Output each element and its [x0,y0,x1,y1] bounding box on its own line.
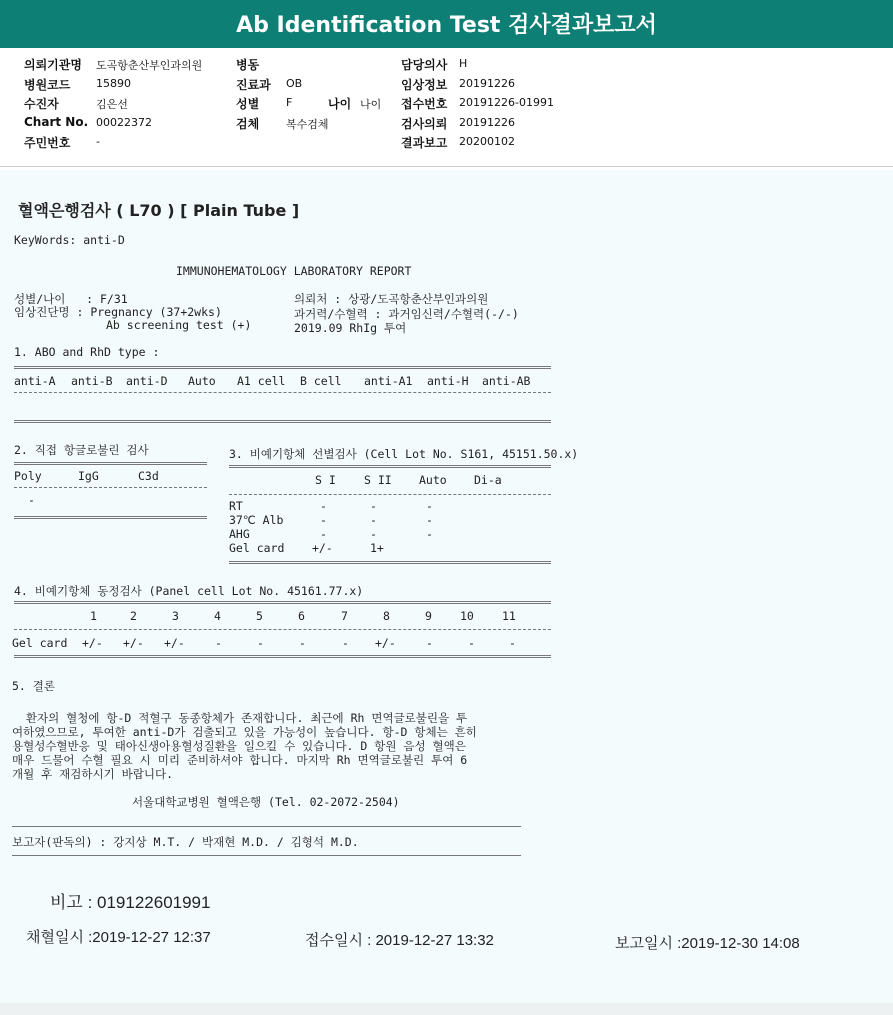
result-value: 20200102 [459,135,515,148]
abo-col-a1-cell: A1 cell [237,374,286,388]
conclusion-line: 매우 드물어 수혈 필요 시 미리 준비하셔야 합니다. 마지막 Rh 면역글로불린 투여 6 [12,753,468,767]
specimen-value: 복수검체 [286,118,329,131]
history-line-2: 2019.09 RhIg 투여 [294,321,407,335]
screen-col-auto: Auto [419,473,447,487]
age-label: 나이 [328,97,352,111]
collect-time: 채혈일시 :2019-12-27 12:37 [26,929,211,946]
panel-cell: +/- [123,636,144,650]
diagnosis-line-2: Ab screening test (+) [106,318,252,332]
panel-cell: - [426,636,433,650]
sex-age-line: 성별/나이 : F/31 [14,292,128,306]
screen-cell: - [426,527,433,541]
section-3-rule-top [229,465,551,468]
doctor-label: 담당의사 [401,58,448,72]
panel-col: 9 [425,609,432,623]
panel-col: 5 [256,609,263,623]
panel-cell: +/- [375,636,396,650]
reporter-line: 보고자(판독의) : 강지상 M.T. / 박재현 M.D. / 김형석 M.D. [12,835,359,849]
conclusion-line: 여하였으므로, 투여한 anti-D가 검출되고 있을 가능성이 높습니다. 항-D 항체는 흔히 [12,725,477,739]
patient-value: 김은선 [96,98,128,111]
diagnosis-line: 임상진단명 : Pregnancy (37+2wks) [14,305,222,319]
result-label: 결과보고 [401,136,448,150]
hospital-label: 의뢰기관명 [24,58,82,72]
panel-col: 7 [341,609,348,623]
clinical-value: 20191226 [459,77,515,90]
report-header [0,0,893,48]
receive-time: 접수일시 : 2019-12-27 13:32 [305,932,494,949]
section-4-rule-bottom [14,655,551,658]
screen-row-label: RT [229,499,243,513]
doctor-value: H [459,57,468,70]
rrn-label: 주민번호 [24,136,71,150]
bottom-strip [0,1003,893,1015]
report-header-title: Ab Identification Test 검사결과보고서 [236,13,657,38]
specimen-label: 검체 [236,117,260,131]
panel-cell: +/- [82,636,103,650]
dept-label: 진료과 [236,78,271,92]
panel-col: 1 [90,609,97,623]
code-label: 병원코드 [24,78,71,92]
code-value: 15890 [96,77,131,90]
chart-value: 00022372 [96,116,152,129]
panel-col: 11 [502,609,516,623]
screen-cell: - [320,513,327,527]
clinical-label: 임상정보 [401,78,448,92]
panel-cell: - [342,636,349,650]
section-4-rule-mid [14,629,551,630]
sex-label: 성별 [236,97,260,111]
section-5-title: 5. 결론 [12,679,55,693]
panel-col: 6 [298,609,305,623]
panel-cell: - [257,636,264,650]
report-title: 혈액은행검사 ( L70 ) [ Plain Tube ] [18,201,300,220]
reporter-rule-top [12,826,521,827]
screen-cell: - [320,527,327,541]
receipt-value: 20191226-01991 [459,96,554,109]
dat-col-c3d: C3d [138,469,159,483]
panel-cell: +/- [164,636,185,650]
patient-label: 수진자 [24,97,59,111]
conclusion-line: 개월 후 재검하시기 바랍니다. [12,767,174,781]
screen-col-s1: S I [315,473,336,487]
panel-cell: - [215,636,222,650]
screen-cell: - [320,499,327,513]
section-3-rule-bottom [229,561,551,564]
section-1-rule-mid [14,392,551,393]
screen-cell: - [370,513,377,527]
abo-col-anti-ab: anti-AB [482,374,531,388]
section-4-title: 4. 비예기항체 동정검사 (Panel cell Lot No. 45161.77.x) [14,584,364,598]
keywords: KeyWords: anti-D [14,233,125,247]
abo-col-anti-d: anti-D [126,374,168,388]
section-1-title: 1. ABO and RhD type : [14,345,160,359]
request-label: 검사의뢰 [401,117,448,131]
sex-value: F [286,96,293,109]
section-2-rule-mid [14,487,207,488]
screen-row-label: 37℃ Alb [229,513,284,527]
age-value: 나이 [360,98,382,111]
panel-row-label: Gel card [12,636,68,650]
patient-info-panel [0,48,893,167]
screen-cell: +/- [312,541,333,555]
panel-cell: - [509,636,516,650]
panel-cell: - [468,636,475,650]
section-3-rule-mid [229,494,551,495]
panel-col: 8 [383,609,390,623]
section-4-rule-top [14,601,551,604]
lab-report-heading: IMMUNOHEMATOLOGY LABORATORY REPORT [176,264,412,278]
scanned-report [0,170,893,1003]
conclusion-line: 환자의 혈청에 항-D 적혈구 동종항체가 존재합니다. 최근에 Rh 면역글로불린을 투 [12,711,468,725]
panel-cell: - [299,636,306,650]
dept-value: OB [286,77,303,90]
screen-cell: - [370,527,377,541]
screen-cell: - [370,499,377,513]
section-1-rule-bottom [14,420,551,423]
history-line: 과거력/수혈력 : 과거임신력/수혈력(-/-) [294,307,519,321]
screen-cell: - [426,499,433,513]
chart-label: Chart No. [24,115,89,129]
panel-col: 3 [172,609,179,623]
screen-row-label: AHG [229,527,250,541]
conclusion-line: 용혈성수혈반응 및 태아신생아용혈성질환을 일으킬 수 있습니다. D 항원 음성 혈액은 [12,739,466,753]
section-2-rule-bottom [14,516,207,519]
screen-row-label: Gel card [229,541,285,555]
abo-col-anti-b: anti-B [71,374,113,388]
abo-col-anti-a: anti-A [14,374,56,388]
section-1-rule-top [14,366,551,369]
screen-col-dia: Di-a [474,473,502,487]
panel-col: 10 [460,609,474,623]
abo-col-anti-a1: anti-A1 [364,374,413,388]
hospital-value: 도곡항춘산부인과의원 [96,59,203,72]
referrer-line: 의뢰처 : 상광/도곡항춘산부인과의원 [294,292,489,306]
screen-col-s2: S II [364,473,392,487]
lab-contact: 서울대학교병원 혈액은행 (Tel. 02-2072-2504) [132,795,400,809]
rrn-value: - [96,135,100,148]
abo-col-auto: Auto [188,374,216,388]
ward-label: 병동 [236,58,260,72]
dat-col-poly: Poly [14,469,42,483]
reporter-rule-bottom [12,855,521,856]
report-time: 보고일시 :2019-12-30 14:08 [615,935,800,952]
section-3-title: 3. 비예기항체 선별검사 (Cell Lot No. S161, 45151.50.x) [229,447,579,461]
screen-cell: - [426,513,433,527]
receipt-label: 접수번호 [401,97,448,111]
dat-col-igg: IgG [78,469,99,483]
dat-poly-value: - [28,493,35,507]
section-2-rule-top [14,462,207,465]
panel-col: 4 [214,609,221,623]
screen-cell: 1+ [370,541,384,555]
panel-col: 2 [130,609,137,623]
abo-col-b-cell: B cell [300,374,342,388]
remark: 비고 : 019122601991 [50,893,211,912]
abo-col-anti-h: anti-H [427,374,469,388]
request-value: 20191226 [459,116,515,129]
section-2-title: 2. 직접 항글로불린 검사 [14,443,149,457]
